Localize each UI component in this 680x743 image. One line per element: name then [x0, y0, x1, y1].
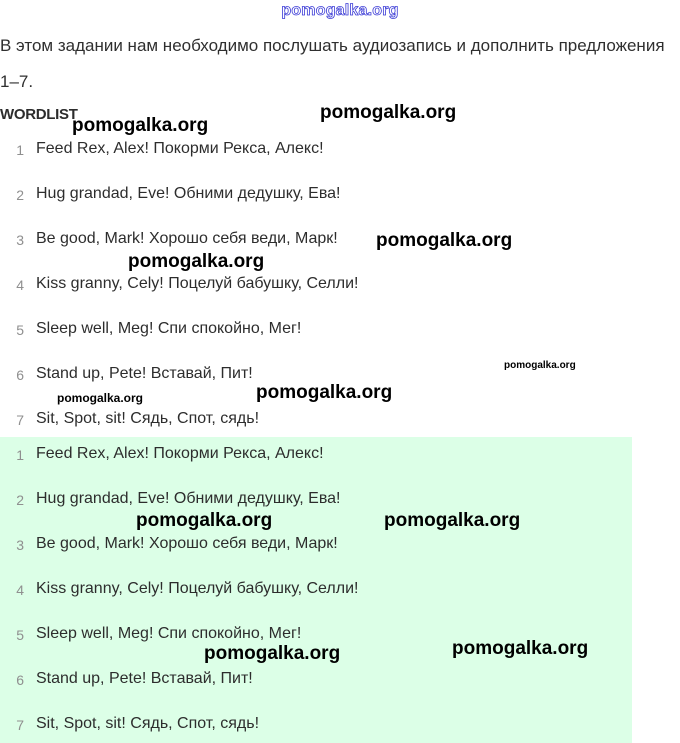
item-number: 5: [16, 322, 24, 338]
item-number: 7: [16, 717, 24, 733]
item-text: Be good, Mark! Хорошо себя веди, Марк!: [36, 535, 338, 552]
item-number: 2: [16, 187, 24, 203]
item-number: 4: [16, 582, 24, 598]
item-text: Sleep well, Meg! Спи спокойно, Мег!: [36, 320, 302, 337]
item-number: 6: [16, 672, 24, 688]
watermark: pomogalka.org: [504, 360, 576, 371]
item-text: Sit, Spot, sit! Сядь, Спот, сядь!: [36, 715, 260, 732]
item-text: Stand up, Pete! Вставай, Пит!: [36, 670, 253, 687]
item-text: Kiss granny, Cely! Поцелуй бабушку, Селли!: [36, 275, 359, 292]
item-number: 6: [16, 367, 24, 383]
item-number: 2: [16, 492, 24, 508]
watermark: pomogalka.org: [256, 382, 393, 403]
watermark: pomogalka.org: [72, 115, 209, 136]
watermark: pomogalka.org: [384, 510, 521, 531]
item-number: 1: [16, 142, 24, 158]
item-text: Sit, Spot, sit! Сядь, Спот, сядь!: [36, 410, 260, 427]
item-number: 1: [16, 447, 24, 463]
watermark: pomogalka.org: [57, 391, 144, 405]
watermark: pomogalka.org: [452, 638, 589, 659]
watermark: pomogalka.org: [320, 102, 457, 123]
item-text: Be good, Mark! Хорошо себя веди, Марк!: [36, 230, 338, 247]
item-number: 7: [16, 412, 24, 428]
item-number: 4: [16, 277, 24, 293]
item-text: Hug grandad, Eve! Обними дедушку, Ева!: [36, 490, 341, 507]
watermark: pomogalka.org: [204, 643, 341, 664]
item-number: 3: [16, 232, 24, 248]
watermark: pomogalka.org: [128, 251, 265, 272]
watermark: pomogalka.org: [136, 510, 273, 531]
wordlist-title: WORDLIST: [0, 106, 78, 123]
task-intro: В этом задании нам необходимо послушать аудиозапись и дополнить предложения 1–7.: [0, 36, 665, 91]
item-text: Hug grandad, Eve! Обними дедушку, Ева!: [36, 185, 341, 202]
site-logo[interactable]: pomogalka.org: [281, 2, 399, 19]
watermark: pomogalka.org: [376, 230, 513, 251]
item-text: Feed Rex, Alex! Покорми Рекса, Алекс!: [36, 445, 324, 462]
item-number: 3: [16, 537, 24, 553]
item-text: Stand up, Pete! Вставай, Пит!: [36, 365, 253, 382]
item-text: Feed Rex, Alex! Покорми Рекса, Алекс!: [36, 140, 324, 157]
item-text: Sleep well, Meg! Спи спокойно, Мег!: [36, 625, 302, 642]
item-text: Kiss granny, Cely! Поцелуй бабушку, Селли!: [36, 580, 359, 597]
item-number: 5: [16, 627, 24, 643]
